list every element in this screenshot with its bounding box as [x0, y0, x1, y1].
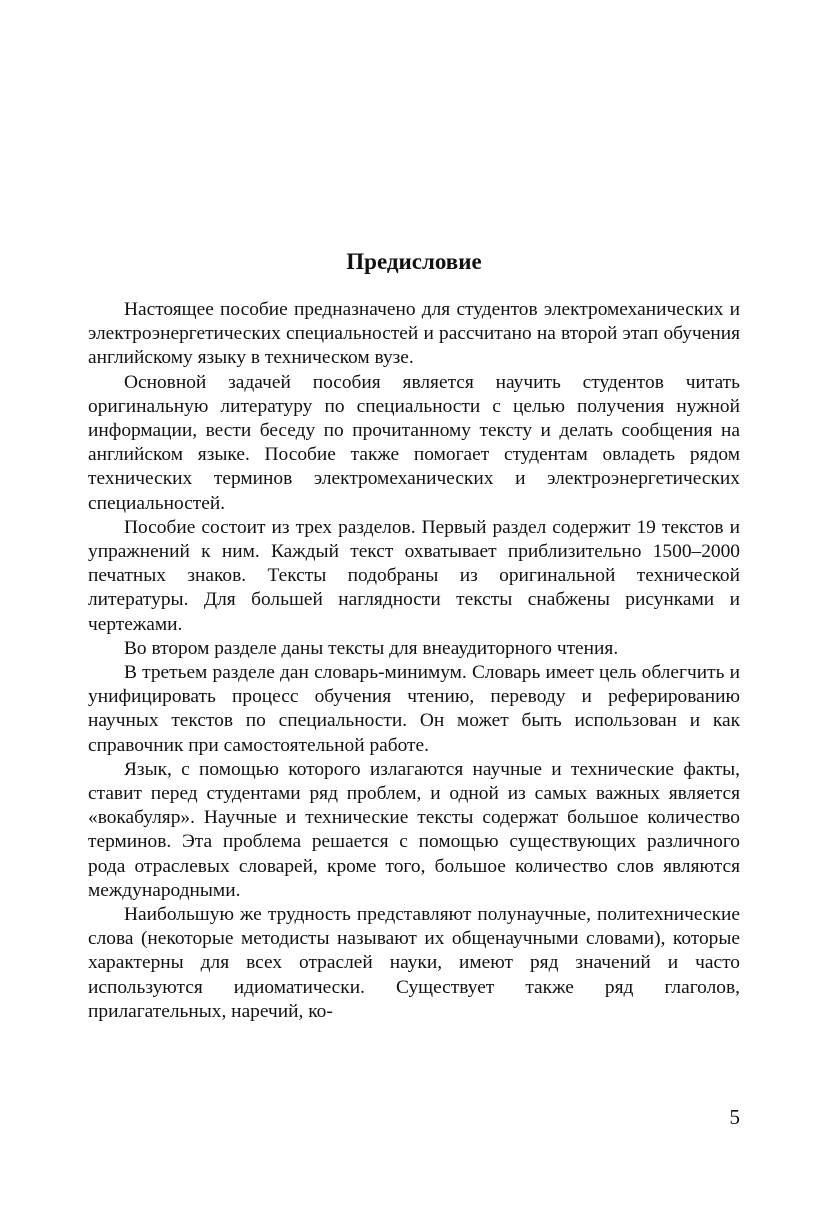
page-title: Предисловие: [346, 249, 482, 274]
page-number: 5: [729, 1105, 740, 1129]
paragraph-4: Во втором разделе даны тексты для внеаудиторного чтения.: [124, 637, 619, 659]
paragraph-6: Язык, с помощью которого излагаются научные и технические факты, ставит перед студентами ряд проблем, и одной из самых важных является «вокабуляр». Научные и технические тексты содержат большое количество терминов. Эта проблема решается с помощью существующих различного рода отраслевых словарей, кроме того, большое количество слов являются международными.: [88, 758, 740, 901]
book-page: [88, 0, 740, 1211]
paragraph-2: Основной задачей пособия является научить студентов читать оригинальную литературу по специальности с целью получения нужной информации, вести беседу по прочитанному тексту и делать сообщения на английском языке. Пособие также помогает студентам овладеть рядом технических терминов электромеханических и электроэнергетических специальностей.: [88, 371, 740, 514]
paragraph-7: Наибольшую же трудность представляют полунаучные, политехнические слова (некоторые методисты называют их общенаучными словами), которые характерны для всех отраслей науки, имеют ряд значений и часто используются идиоматически. Существует также ряд глаголов, прилагательных, наречий, ко-: [88, 904, 740, 1022]
paragraph-1: Настоящее пособие предназначено для студентов электромеханических и электроэнергетических специальностей и рассчитано на второй этап обучения английскому языку в техническом вузе.: [88, 299, 740, 369]
body-text: [88, 298, 740, 1024]
paragraph-3: Пособие состоит из трех разделов. Первый раздел содержит 19 текстов и упражнений к ним. Каждый текст охватывает приблизительно 1500–2000 печатных знаков. Тексты подобраны из оригинальной технической литературы. Для большей наглядности тексты снабжены рисунками и чертежами.: [88, 516, 740, 635]
paragraph-5: В третьем разделе дан словарь-минимум. Словарь имеет цель облегчить и унифицировать процесс обучения чтению, переводу и реферированию научных текстов по специальности. Он может быть использован и как справочник при самостоятельной работе.: [88, 662, 740, 756]
